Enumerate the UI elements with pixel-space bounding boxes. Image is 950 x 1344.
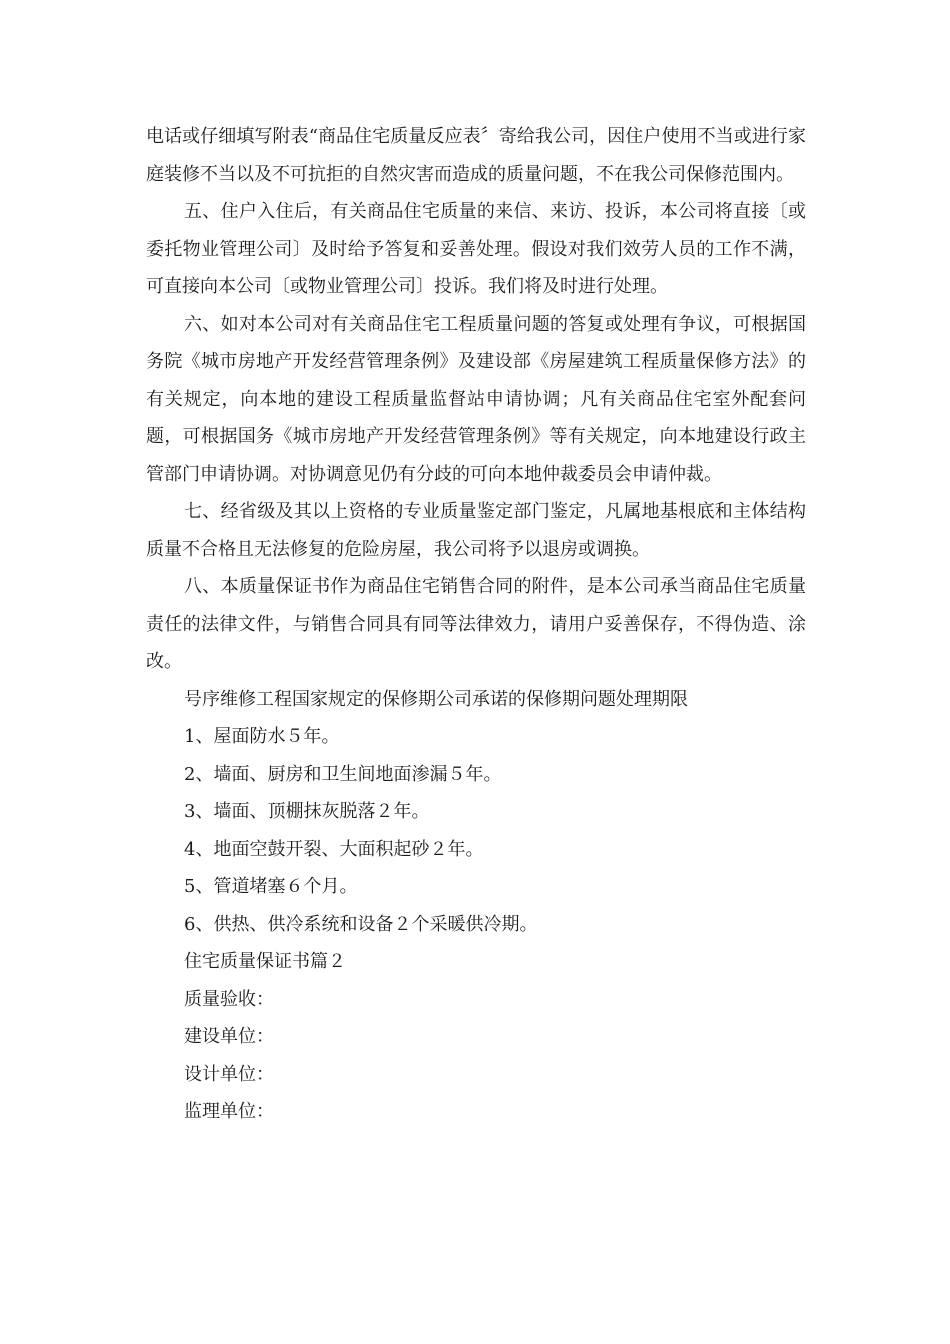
warranty-item: 3、墙面、顶棚抹灰脱落２年。 (184, 801, 430, 822)
paragraph-clause-7: 七、经省级及其以上资格的专业质量鉴定部门鉴定，凡属地基根底和主体结构质量不合格且无法修复的危险房屋，我公司将予以退房或调换。 (146, 501, 806, 560)
paragraph-clause-8: 八、本质量保证书作为商品住宅销售合同的附件，是本公司承当商品住宅质量责任的法律文件，与销售合同具有同等法律效力，请用户妥善保存，不得伪造、涂改。 (146, 576, 806, 672)
paragraph-clause-5: 五、住户入住后，有关商品住宅质量的来信、来访、投诉，本公司将直接〔或委托物业管理公司〕及时给予答复和妥善处理。假设对我们效劳人员的工作不满，可直接向本公司〔或物业管理公司〕投诉。我们将及时进行处理。 (146, 201, 806, 297)
warranty-list (146, 718, 806, 943)
paragraph-clause-6: 六、如对本公司对有关商品住宅工程质量问题的答复或处理有争议，可根据国务院《城市房地产开发经营管理条例》及建设部《房屋建筑工程质量保修方法》的有关规定，向本地的建设工程质量监督站申请协调；凡有关商品住宅室外配套问题，可根据国务《城市房地产开发经营管理条例》等有关规定，向本地建设行政主管部门申请协调。对协调意见仍有分歧的可向本地仲裁委员会申请仲裁。 (146, 313, 806, 485)
warranty-table-header: 号序维修工程国家规定的保修期公司承诺的保修期问题处理期限 (184, 688, 688, 710)
warranty-item: 6、供热、供冷系统和设备２个采暖供冷期。 (184, 913, 538, 935)
document-body (146, 118, 806, 1131)
quality-acceptance-label: 质量验收： (184, 988, 274, 1010)
warranty-item: 4、地面空鼓开裂、大面积起砂２年。 (184, 838, 484, 860)
warranty-item: 2、墙面、厨房和卫生间地面渗漏５年。 (184, 763, 502, 785)
construction-unit-label: 建设单位： (184, 1026, 274, 1047)
section-title: 住宅质量保证书篇２ (184, 951, 346, 972)
warranty-item: 1、屋面防水５年。 (184, 726, 340, 747)
supervision-unit-label: 监理单位： (184, 1101, 274, 1122)
warranty-item: 5、管道堵塞６个月。 (184, 876, 358, 897)
design-unit-label: 设计单位： (184, 1063, 274, 1085)
paragraph-continuation: 电话或仔细填写附表“商品住宅质量反应表〞寄给我公司，因住户使用不当或进行家庭装修不当以及不可抗拒的自然灾害而造成的质量问题，不在我公司保修范围内。 (146, 126, 806, 185)
